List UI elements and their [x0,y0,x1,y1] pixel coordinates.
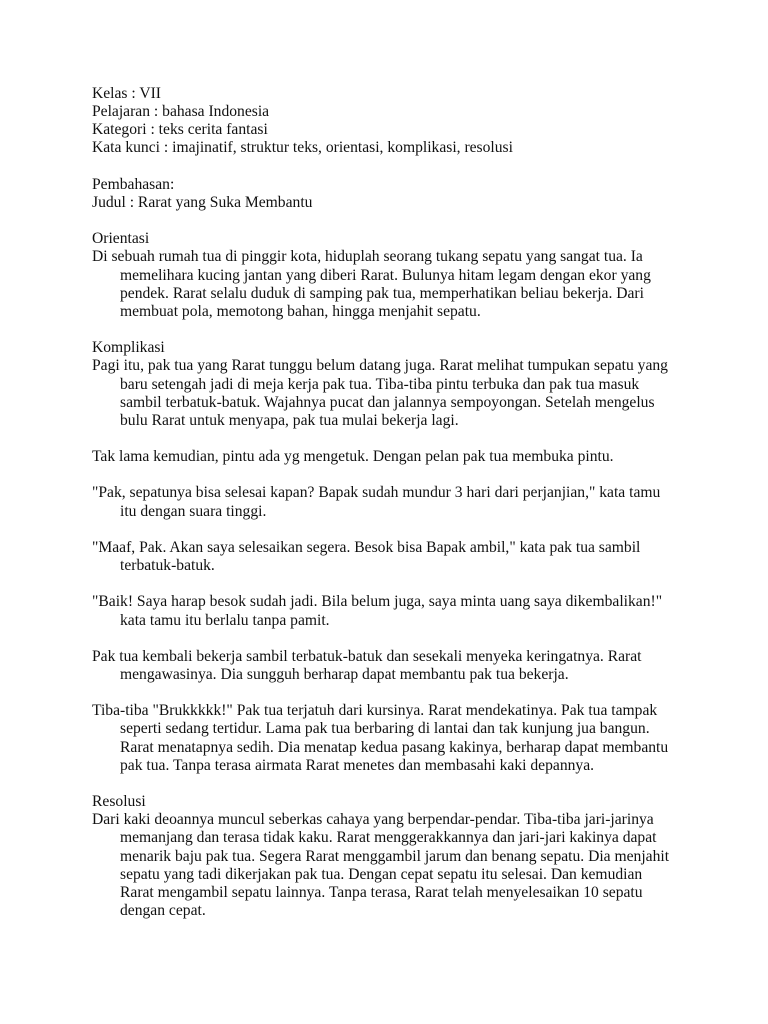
meta-block [92,85,768,158]
paragraph-line: "Maaf, Pak. Akan saya selesaikan segera. Besok bisa Bapak ambil," kata pak tua sambil [92,538,641,556]
paragraph-line: seperti sedang tertidur. Lama pak tua berbaring di lantai dan tak kunjung jua bangun. [120,720,650,738]
paragraph-line: Dari kaki deoannya muncul seberkas cahaya yang berpendar-pendar. Tiba-tiba jari-jarinya [92,811,654,829]
paragraph-line: Tiba-tiba "Brukkkkk!" Pak tua terjatuh dari kursinya. Rarat mendekatinya. Pak tua tampak [92,702,658,720]
paragraph-line: terbatuk-batuk. [120,557,215,575]
paragraph-line: pendek. Rarat selalu duduk di samping pak tua, memperhatikan beliau bekerja. Dari [120,284,644,302]
paragraph-line: dengan cepat. [120,902,206,920]
judul-line: Judul : Rarat yang Suka Membantu [92,193,313,211]
section-orientasi [92,230,768,321]
paragraph-line: baru setengah jadi di meja kerja pak tua. Tiba-tiba pintu terbuka dan pak tua masuk [120,375,640,393]
paragraph-line: Di sebuah rumah tua di pinggir kota, hiduplah seorang tukang sepatu yang sangat tua. Ia [92,248,643,266]
paragraph-line: sepatu yang tadi dikerjakan pak tua. Dengan cepat sepatu itu selesai. Dan kemudian [120,865,643,883]
section-heading-komplikasi: Komplikasi [92,339,165,357]
paragraph-line: itu dengan suara tinggi. [120,502,267,520]
paragraph-line: Rarat menatapnya sedih. Dia menatap kedua pasang kakinya, berharap dapat membantu [120,738,669,756]
paragraph [92,248,768,321]
section-komplikasi [92,339,768,430]
paragraph [92,539,768,575]
paragraph [92,357,768,430]
paragraph-line: sambil terbatuk-batuk. Wajahnya pucat dan jalannya sempoyongan. Setelah mengelus [120,393,655,411]
paragraph-line: bulu Rarat untuk menyapa, pak tua mulai bekerja lagi. [120,411,459,429]
paragraph [92,811,768,920]
paragraph-line: membuat pola, memotong bahan, hingga menjahit sepatu. [120,302,481,320]
section-heading-orientasi: Orientasi [92,230,150,248]
paragraph-line: menarik baju pak tua. Segera Rarat menggambil jarum dan benang sepatu. Dia menjahit [120,847,670,865]
paragraph-line: mengawasinya. Dia sungguh berharap dapat membantu pak tua bekerja. [120,666,569,683]
kata-kunci-line: Kata kunci : imajinatif, struktur teks, orientasi, komplikasi, resolusi [92,139,513,157]
paragraph-line: Pagi itu, pak tua yang Rarat tunggu belum datang juga. Rarat melihat tumpukan sepatu yang [92,357,668,375]
pembahasan-label: Pembahasan: [92,175,175,193]
section-resolusi [92,793,768,920]
paragraph-line: pak tua. Tanpa terasa airmata Rarat menetes dan membasahi kaki depannya. [120,756,595,774]
intro-block [92,176,768,212]
paragraph-line: kata tamu itu berlalu tanpa pamit. [120,611,330,629]
paragraph-line: Rarat mengambil sepatu lainnya. Tanpa terasa, Rarat telah menyelesaikan 10 sepatu [120,883,643,901]
kategori-line: Kategori : teks cerita fantasi [92,121,268,139]
paragraph [92,648,768,684]
paragraph-line: Pak tua kembali bekerja sambil terbatuk-batuk dan sesekali menyeka keringatnya. Rarat [92,647,642,665]
paragraph-line: memelihara kucing jantan yang diberi Rarat. Bulunya hitam legam dengan ekor yang [120,266,651,284]
paragraph-line: Tak lama kemudian, pintu ada yg mengetuk. Dengan pelan pak tua membuka pintu. [92,448,614,466]
paragraph [92,484,768,520]
paragraph [92,448,768,466]
paragraph [92,702,768,775]
paragraph-line: "Pak, sepatunya bisa selesai kapan? Bapak sudah mundur 3 hari dari perjanjian," kata tamu [92,484,661,502]
paragraph-line: "Baik! Saya harap besok sudah jadi. Bila belum juga, saya minta uang saya dikembalikan!" [92,593,663,611]
pelajaran-line: Pelajaran : bahasa Indonesia [92,103,270,121]
section-heading-resolusi: Resolusi [92,793,146,811]
paragraph-line: memanjang dan terasa tidak kaku. Rarat menggerakkannya dan jari-jari kakinya dapat [120,829,657,847]
paragraph [92,593,768,629]
kelas-line: Kelas : VII [92,85,161,102]
